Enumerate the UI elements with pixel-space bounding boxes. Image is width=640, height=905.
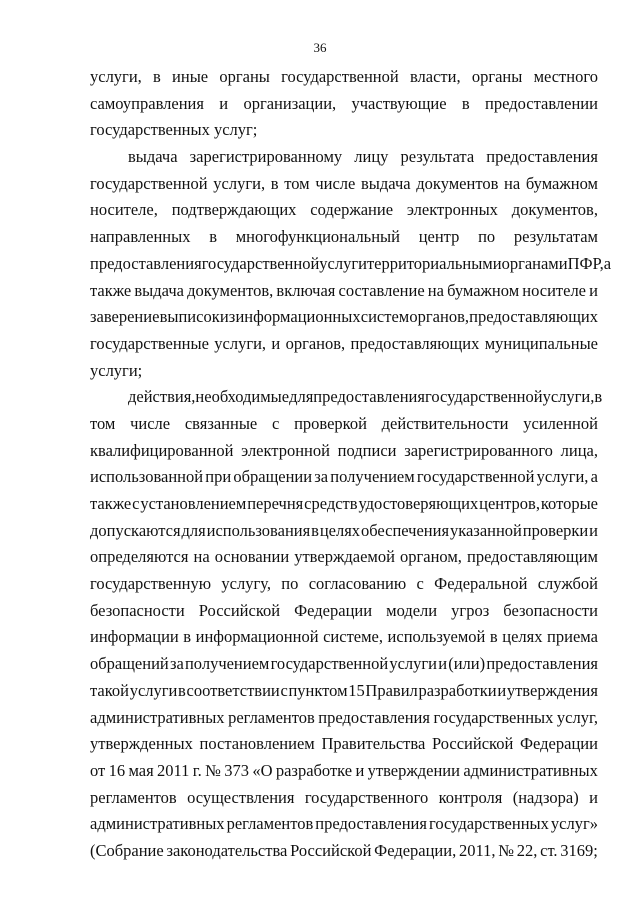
word: административных xyxy=(90,814,225,834)
word: которые xyxy=(540,494,598,513)
word: предоставляющих xyxy=(350,333,480,353)
word: услуги, xyxy=(213,173,266,193)
word: направленных xyxy=(90,227,191,247)
word: и xyxy=(438,654,448,674)
word: за xyxy=(169,654,184,674)
word: № xyxy=(205,760,221,780)
word: определяются xyxy=(90,547,189,567)
text-line xyxy=(90,758,598,785)
word: Федерации xyxy=(520,734,598,754)
word: предоставления xyxy=(90,253,202,273)
word: государственной xyxy=(90,173,208,193)
word: информационных xyxy=(235,307,361,327)
word: бумажном xyxy=(447,280,520,300)
word: числе xyxy=(130,413,171,433)
word: и xyxy=(589,520,598,540)
word: основании xyxy=(214,547,290,567)
word: из xyxy=(219,307,236,327)
text-line xyxy=(90,624,598,651)
word: выдача xyxy=(134,280,184,300)
word: участвующие xyxy=(351,93,447,113)
word: необходимые xyxy=(195,387,290,407)
word: власти, xyxy=(409,67,461,86)
word: регламентов xyxy=(90,787,177,807)
word: систем xyxy=(360,307,410,327)
word: услуги xyxy=(319,253,367,273)
text-line xyxy=(90,491,598,518)
word: целях xyxy=(502,627,543,647)
word: с xyxy=(272,413,280,433)
page-number: 36 xyxy=(313,40,327,55)
word: согласованию xyxy=(308,574,407,594)
text-line xyxy=(90,224,598,251)
word: на xyxy=(504,173,521,193)
word: государственной xyxy=(281,67,399,86)
text-line xyxy=(90,197,598,224)
word: 2011, xyxy=(458,840,496,860)
word: в xyxy=(178,680,186,700)
word: услуги, xyxy=(214,333,267,353)
word: и xyxy=(589,787,598,807)
word: в xyxy=(461,93,470,113)
word: подписи xyxy=(337,440,397,460)
word: 15 xyxy=(348,680,365,700)
word: органов, xyxy=(409,307,469,327)
text-line xyxy=(90,651,598,678)
word: в xyxy=(311,520,319,540)
text-line xyxy=(90,438,598,465)
word: на xyxy=(427,280,444,300)
text-line xyxy=(90,384,603,411)
word: Федерации xyxy=(294,600,373,620)
word: (надзора) xyxy=(512,787,579,807)
word: утверждаемой xyxy=(294,547,395,567)
word: удостоверяющих xyxy=(358,494,479,513)
word: в xyxy=(594,387,603,407)
text-line xyxy=(90,278,598,305)
word: для xyxy=(289,387,314,407)
word: на xyxy=(193,547,210,567)
text-line xyxy=(90,544,598,571)
word: составление xyxy=(338,280,425,300)
word: числе xyxy=(315,173,356,193)
word: услуги, xyxy=(536,467,589,487)
word: услуги xyxy=(129,680,178,700)
word: местного xyxy=(533,67,598,86)
word: по xyxy=(478,227,496,247)
word: органами xyxy=(501,253,568,273)
word: приема xyxy=(547,627,598,647)
word: услуги, xyxy=(542,387,595,407)
text-line xyxy=(90,331,598,358)
text-line xyxy=(90,464,598,491)
word: результатам xyxy=(513,227,598,247)
word: контроля xyxy=(438,787,503,807)
word: предоставления xyxy=(315,814,427,834)
word: в xyxy=(209,227,217,247)
word: зарегистрированному xyxy=(189,147,343,167)
word: г. xyxy=(192,760,202,780)
word: для xyxy=(181,520,206,540)
word: государственной xyxy=(201,253,320,273)
text-line xyxy=(90,811,598,838)
word: 22, xyxy=(516,840,538,860)
word: и xyxy=(271,333,281,353)
word: том xyxy=(284,173,310,193)
word: предоставляющих xyxy=(469,307,598,327)
word: модели xyxy=(386,600,438,620)
word: а xyxy=(603,253,612,273)
word: используемой xyxy=(387,627,486,647)
text-line xyxy=(90,518,598,545)
word: обращений xyxy=(90,654,169,674)
word: содержание xyxy=(310,200,394,220)
word: по xyxy=(281,574,299,594)
word: том xyxy=(90,413,116,433)
text-line xyxy=(90,705,598,732)
word: системе, xyxy=(323,627,383,647)
word: «О xyxy=(252,760,273,780)
word: государственного xyxy=(304,787,429,807)
word: предоставления xyxy=(313,387,425,407)
word: органов, xyxy=(285,333,346,353)
word: государственных xyxy=(433,707,554,727)
word: действия, xyxy=(128,387,196,407)
word: государственные xyxy=(90,333,209,353)
word: организации, xyxy=(243,93,337,113)
word: угроз xyxy=(451,600,490,620)
word: разработке xyxy=(275,760,353,780)
word: документов, xyxy=(511,200,598,220)
word: безопасности xyxy=(90,600,185,620)
document-body xyxy=(90,64,612,865)
word: утверждения xyxy=(506,680,598,700)
word: центров, xyxy=(479,494,540,513)
word: с xyxy=(280,680,288,700)
text-line xyxy=(90,304,598,331)
word: усиленной xyxy=(523,413,598,433)
word: и xyxy=(497,680,507,700)
word: (или) xyxy=(448,654,486,674)
word: носителе, xyxy=(90,200,158,220)
word: самоуправления xyxy=(90,93,204,113)
word: осуществления xyxy=(187,787,295,807)
word: зарегистрированного xyxy=(404,440,553,460)
word: Федерации, xyxy=(374,840,457,860)
word: службой xyxy=(537,574,598,594)
word: заверение xyxy=(90,307,160,327)
word: носителе xyxy=(522,280,587,300)
word: в xyxy=(489,627,498,647)
word: выдача xyxy=(128,147,178,167)
word: с xyxy=(416,574,424,594)
text-line xyxy=(90,64,598,91)
text-line xyxy=(90,598,598,625)
text-line xyxy=(90,251,612,278)
word: квалифицированной xyxy=(90,440,234,460)
word: органом, xyxy=(399,547,462,567)
word: от xyxy=(90,760,106,780)
word: получением xyxy=(184,654,270,674)
word: ст. xyxy=(540,840,558,860)
word: допускаются xyxy=(90,520,181,540)
word: предоставления xyxy=(486,147,598,167)
word: предоставления xyxy=(318,707,430,727)
word: указанной xyxy=(449,520,522,540)
word: безопасности xyxy=(503,600,598,620)
text-line xyxy=(90,785,598,812)
word: проверки xyxy=(522,520,589,540)
word: информационной xyxy=(195,627,319,647)
word: № xyxy=(498,840,514,860)
word: многофункциональный xyxy=(235,227,400,247)
word: с xyxy=(132,494,140,513)
word: получением xyxy=(330,467,415,487)
word: государственной xyxy=(416,467,535,487)
word: ПФР, xyxy=(567,253,604,273)
word: административных xyxy=(90,707,225,727)
word: использованной xyxy=(90,467,204,487)
word: утвержденных xyxy=(90,734,193,754)
word: законодательства xyxy=(166,840,288,860)
word: органы xyxy=(471,67,523,86)
word: соответствии xyxy=(186,680,280,700)
word: документов, xyxy=(187,280,274,300)
word: обеспечения xyxy=(360,520,450,540)
word: регламентов xyxy=(226,814,314,834)
word: административных xyxy=(463,760,598,780)
word: центр xyxy=(418,227,460,247)
word: подтверждающих xyxy=(171,200,297,220)
text-line: государственных услуг; xyxy=(90,120,258,140)
word: действительности xyxy=(381,413,509,433)
word: бумажном xyxy=(525,173,598,193)
word: Российской xyxy=(431,734,514,754)
word: выписок xyxy=(159,307,220,327)
word: Правительства xyxy=(321,734,426,754)
word: иные xyxy=(172,67,209,86)
word: также xyxy=(90,280,132,300)
word: а xyxy=(590,467,598,487)
word: органы xyxy=(219,67,270,86)
word: 16 xyxy=(108,760,126,780)
word: в xyxy=(183,627,192,647)
word: услуги xyxy=(389,654,438,674)
word: Российской xyxy=(290,840,372,860)
word: электронных xyxy=(406,200,498,220)
word: включая xyxy=(276,280,336,300)
word: постановлением xyxy=(199,734,315,754)
word: государственную xyxy=(90,574,212,594)
word: обращении xyxy=(233,467,313,487)
word: лица, xyxy=(560,440,598,460)
word: предоставляющим xyxy=(466,547,598,567)
word: Федеральной xyxy=(434,574,528,594)
word: территориальными xyxy=(366,253,502,273)
word: в xyxy=(270,173,279,193)
word: за xyxy=(314,467,329,487)
word: государственных xyxy=(429,814,549,834)
word: муниципальные xyxy=(484,333,598,353)
word: разработки xyxy=(418,680,497,700)
word: государственной xyxy=(270,654,389,674)
word: услуг» xyxy=(550,814,598,834)
word: связанные xyxy=(184,413,258,433)
word: и xyxy=(589,280,598,300)
text-line xyxy=(90,838,598,865)
word: услуги, xyxy=(90,67,142,86)
text-line xyxy=(90,411,598,438)
text-line xyxy=(90,678,598,705)
word: в xyxy=(153,67,161,86)
word: перечня xyxy=(247,494,304,513)
text-line: услуги; xyxy=(90,360,143,380)
word: регламентов xyxy=(228,707,315,727)
word: 2011 xyxy=(157,760,190,780)
word: такой xyxy=(90,680,129,700)
text-line xyxy=(90,171,598,198)
word: также xyxy=(90,494,132,513)
word: и xyxy=(355,760,365,780)
word: при xyxy=(205,467,232,487)
word: государственной xyxy=(424,387,543,407)
word: выдача xyxy=(361,173,411,193)
word: услугу, xyxy=(221,574,271,594)
word: пунктом xyxy=(288,680,348,700)
word: предоставления xyxy=(486,654,598,674)
word: мая xyxy=(128,760,154,780)
word: целях xyxy=(319,520,361,540)
word: Правил xyxy=(365,680,418,700)
text-line xyxy=(90,571,598,598)
word: электронной xyxy=(241,440,330,460)
word: лицу xyxy=(354,147,389,167)
word: использования xyxy=(206,520,311,540)
word: проверкой xyxy=(294,413,367,433)
word: 3169; xyxy=(560,840,598,860)
word: информации xyxy=(90,627,179,647)
word: установлением xyxy=(140,494,247,513)
word: утверждении xyxy=(367,760,460,780)
text-line xyxy=(90,91,598,118)
text-line xyxy=(90,731,598,758)
word: (Собрание xyxy=(90,840,164,860)
word: результата xyxy=(400,147,475,167)
word: предоставлении xyxy=(485,93,598,113)
word: и xyxy=(219,93,229,113)
word: документов xyxy=(416,173,499,193)
word: услуг, xyxy=(556,707,598,727)
word: 373 xyxy=(224,760,249,780)
word: Российской xyxy=(198,600,281,620)
text-line xyxy=(90,144,598,171)
word: средств xyxy=(304,494,358,513)
